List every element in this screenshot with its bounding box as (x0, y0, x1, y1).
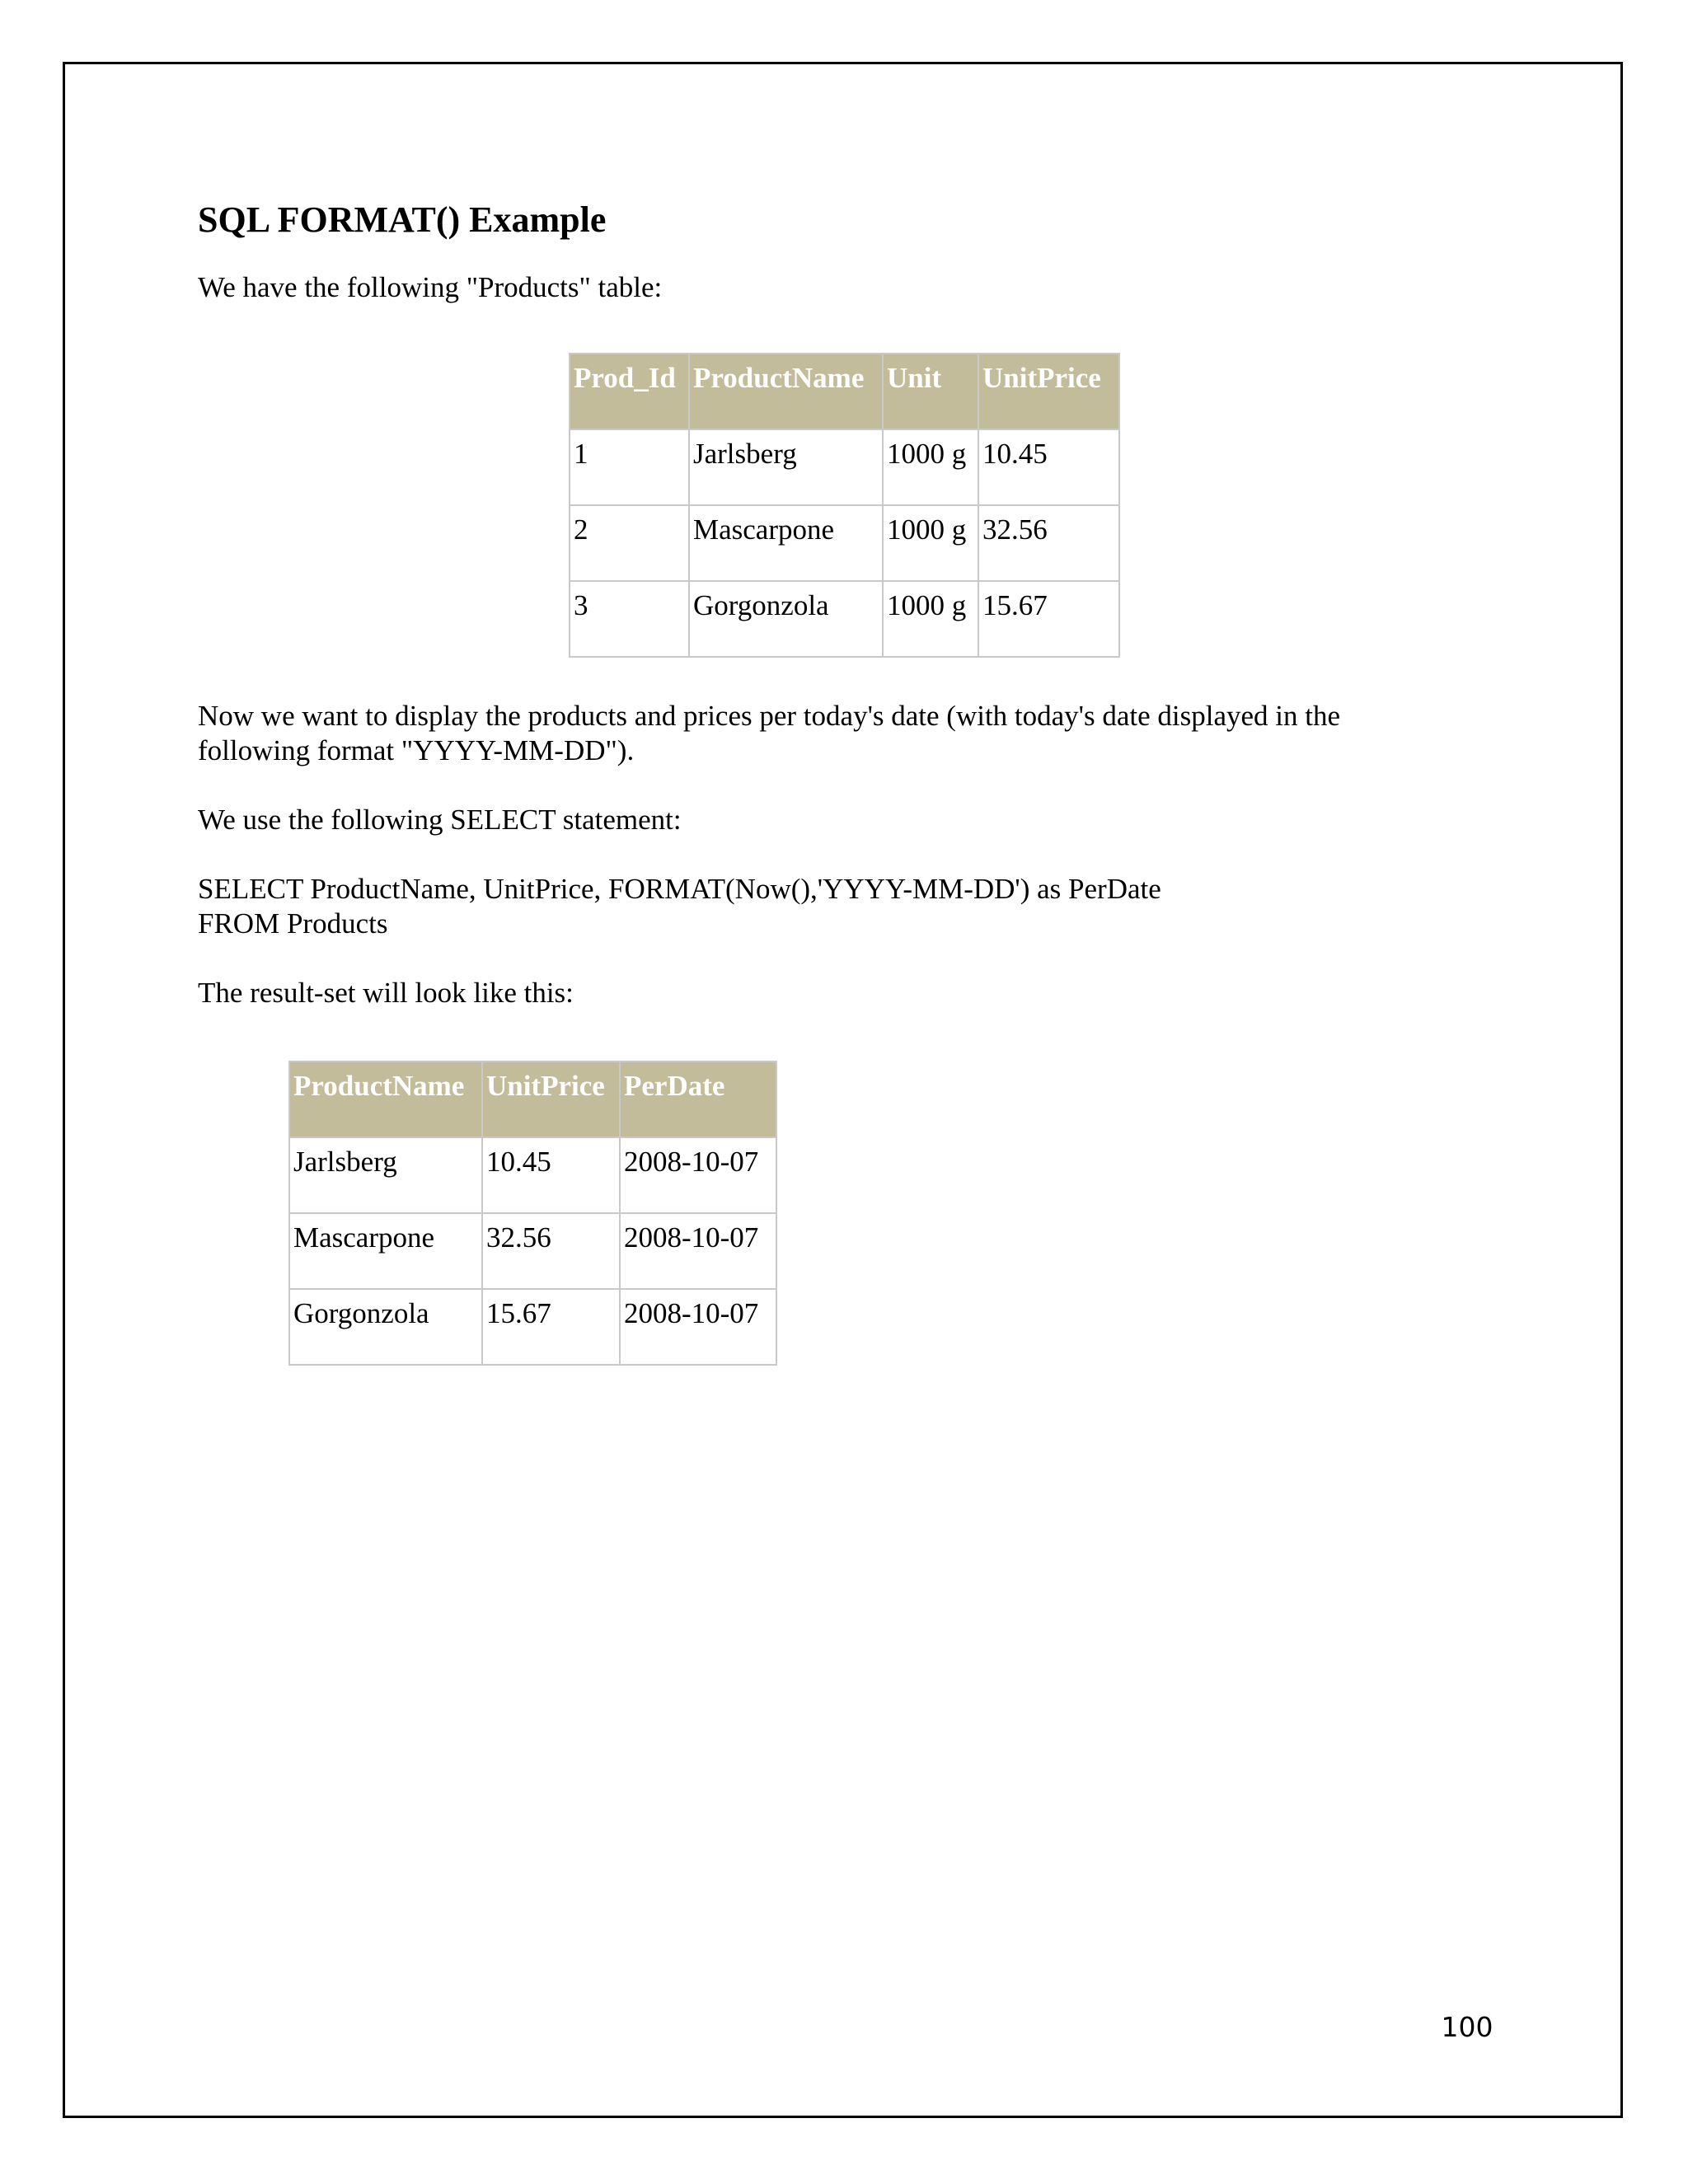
table-cell: 10.45 (482, 1137, 620, 1213)
table-cell: 3 (570, 581, 689, 657)
table-cell: Mascarpone (289, 1213, 482, 1289)
table-header-row (289, 1062, 776, 1137)
header-cell: Prod_Id (570, 354, 689, 429)
page-content (198, 191, 1484, 305)
sql-line-2: FROM Products (198, 907, 388, 940)
header-cell: ProductName (289, 1062, 482, 1137)
statement-intro: We use the following SELECT statement: (198, 804, 682, 836)
page-number: 100 (1441, 2011, 1493, 2043)
table-row (570, 505, 1119, 581)
table-cell: 10.45 (978, 429, 1119, 505)
sql-statement (198, 872, 1484, 941)
table-row (289, 1213, 776, 1289)
header-cell: UnitPrice (482, 1062, 620, 1137)
table-cell: Jarlsberg (289, 1137, 482, 1213)
products-table (569, 353, 1120, 658)
intro-text: We have the following "Products" table: (198, 271, 663, 303)
table-cell: Mascarpone (689, 505, 883, 581)
sql-line-1: SELECT ProductName, UnitPrice, FORMAT(Now(),'YYYY-MM-DD') as PerDate (198, 873, 1161, 905)
result-table (288, 1061, 777, 1366)
table-cell: 2008-10-07 (620, 1137, 776, 1213)
table-cell: 32.56 (482, 1213, 620, 1289)
middle-content (198, 699, 1484, 1010)
table-cell: 2 (570, 505, 689, 581)
description-line-1: Now we want to display the products and prices per today's date (with today's date displayed in the (198, 700, 1341, 732)
header-cell: ProductName (689, 354, 883, 429)
table-cell: 1 (570, 429, 689, 505)
table-cell: Gorgonzola (689, 581, 883, 657)
page-title: SQL FORMAT() Example (198, 199, 607, 240)
result-intro: The result-set will look like this: (198, 977, 574, 1009)
table-cell: 32.56 (978, 505, 1119, 581)
table-header-row (570, 354, 1119, 429)
table-cell: Gorgonzola (289, 1289, 482, 1365)
table-row (289, 1289, 776, 1365)
table-cell: 15.67 (482, 1289, 620, 1365)
table-cell: 1000 g (883, 429, 978, 505)
table-cell: 2008-10-07 (620, 1289, 776, 1365)
table-row (289, 1137, 776, 1213)
table-cell: 2008-10-07 (620, 1213, 776, 1289)
table-cell: Jarlsberg (689, 429, 883, 505)
header-cell: UnitPrice (978, 354, 1119, 429)
description-line-2: following format "YYYY-MM-DD"). (198, 734, 635, 766)
table-cell: 15.67 (978, 581, 1119, 657)
header-cell: PerDate (620, 1062, 776, 1137)
table-row (570, 581, 1119, 657)
table-row (570, 429, 1119, 505)
header-cell: Unit (883, 354, 978, 429)
table-cell: 1000 g (883, 505, 978, 581)
table-cell: 1000 g (883, 581, 978, 657)
